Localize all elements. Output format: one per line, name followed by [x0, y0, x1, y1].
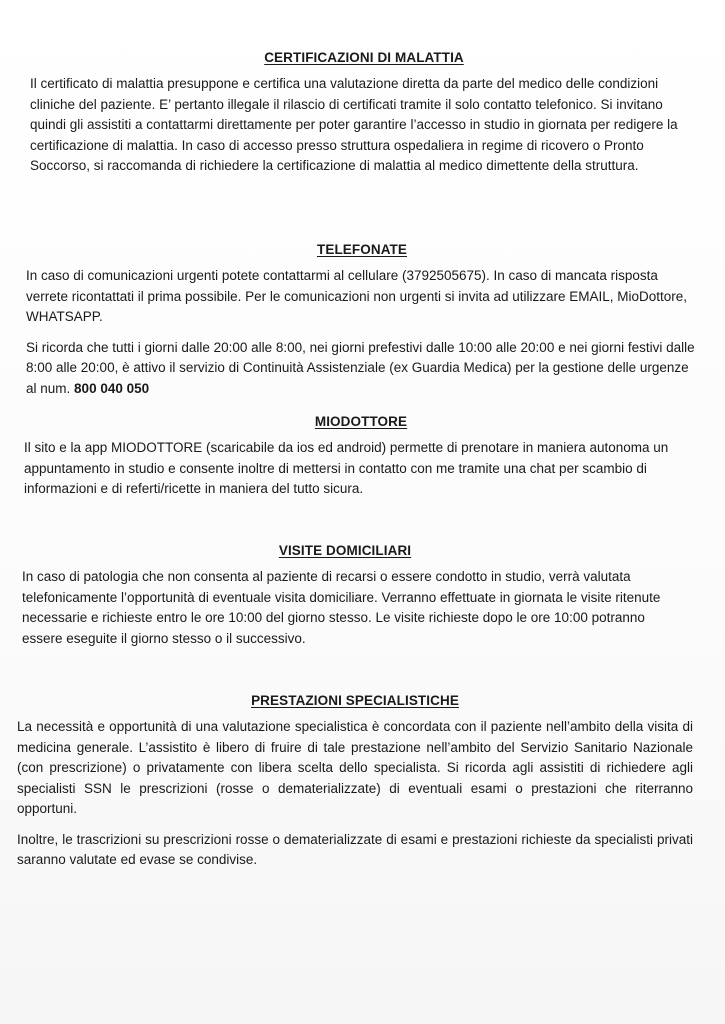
section-paragraph: Il certificato di malattia presuppone e certifica una valutazione diretta da parte del medico delle condizioni cliniche del paziente. E’ pertanto illegale il rilascio di certificati tramite il solo contatto telefonico. Si invitano quindi gli assistiti a contattarmi direttamente per poter garantire l’accesso in studio in giornata per redigere la certificazione di malattia. In caso di accesso presso struttura ospedaliera in regime di ricovero o Pronto Soccorso, si raccomanda di richiedere la certificazione di malattia al medico dimettente della struttura.	[30, 76, 678, 173]
section-heading: PRESTAZIONI SPECIALISTICHE	[251, 693, 459, 708]
section-visite-domiciliari	[22, 543, 668, 659]
section-heading: TELEFONATE	[317, 242, 407, 257]
section-telefonate	[26, 242, 698, 409]
section-paragraph: Inoltre, le trascrizioni su prescrizioni rosse o dematerializzate di esami e prestazioni richieste da specialisti privati saranno valutate ed evase se condivise.	[17, 831, 693, 867]
section-paragraph: In caso di patologia che non consenta al paziente di recarsi o essere condotto in studio, verrà valutata telefonicamente l’opportunità di eventuale visita domiciliare. Verranno effettuate in giornata le visite ritenute necessarie e richieste entro le ore 10:00 del giorno stesso. Le visite richieste dopo le ore 10:00 potranno essere eseguite il giorno stesso o il successivo.	[22, 569, 661, 646]
section-certificazioni-malattia	[30, 50, 698, 187]
section-paragraph: Il sito e la app MIODOTTORE (scaricabile da ios ed android) permette di prenotare in maniera autonoma un appuntamento in studio e consente inoltre di mettersi in contatto con me tramite una chat per scambio di informazioni e di referti/ricette in maniera del tutto sicura.	[24, 440, 669, 496]
section-heading: VISITE DOMICILIARI	[278, 543, 412, 558]
section-miodottore	[24, 414, 698, 510]
continuita-assistenziale-note	[26, 338, 698, 400]
section-paragraph: In caso di comunicazioni urgenti potete contattarmi al cellulare (3792505675). In caso di mancata risposta verrete ricontattati il prima possibile. Per le comunicazioni non urgenti si invita ad utilizzare EMAIL, MioDottore, WHATSAPP.	[26, 268, 688, 324]
note-text: Si ricorda che tutti i giorni dalle 20:00 alle 8:00, nei giorni prefestivi dalle 10:00 alle 20:00 e nei giorni festivi dalle 8:00 alle 20:00, è attivo il servizio di Continuità Assistenziale (ex Guardia Medica) per la gestione delle urgenze al num.	[26, 339, 695, 396]
section-prestazioni-specialistiche	[17, 693, 693, 881]
section-paragraph: La necessità e opportunità di una valutazione specialistica è concordata con il paziente nell’ambito della visita di medicina generale. L’assistito è libero di fruire di tale prestazione nell’ambito del Servizio Sanitario Nazionale (con prescrizione) o privatamente con libera scelta dello specialista. Si ricorda agli assistiti di richiedere agli specialisti SSN le prescrizioni (rosse o dematerializzate) di eventuali esami o prestazioni che riterranno opportuni.	[17, 719, 693, 816]
guardia-medica-number: 800 040 050	[74, 380, 150, 396]
section-heading: CERTIFICAZIONI DI MALATTIA	[264, 50, 464, 65]
section-heading: MIODOTTORE	[314, 414, 408, 429]
